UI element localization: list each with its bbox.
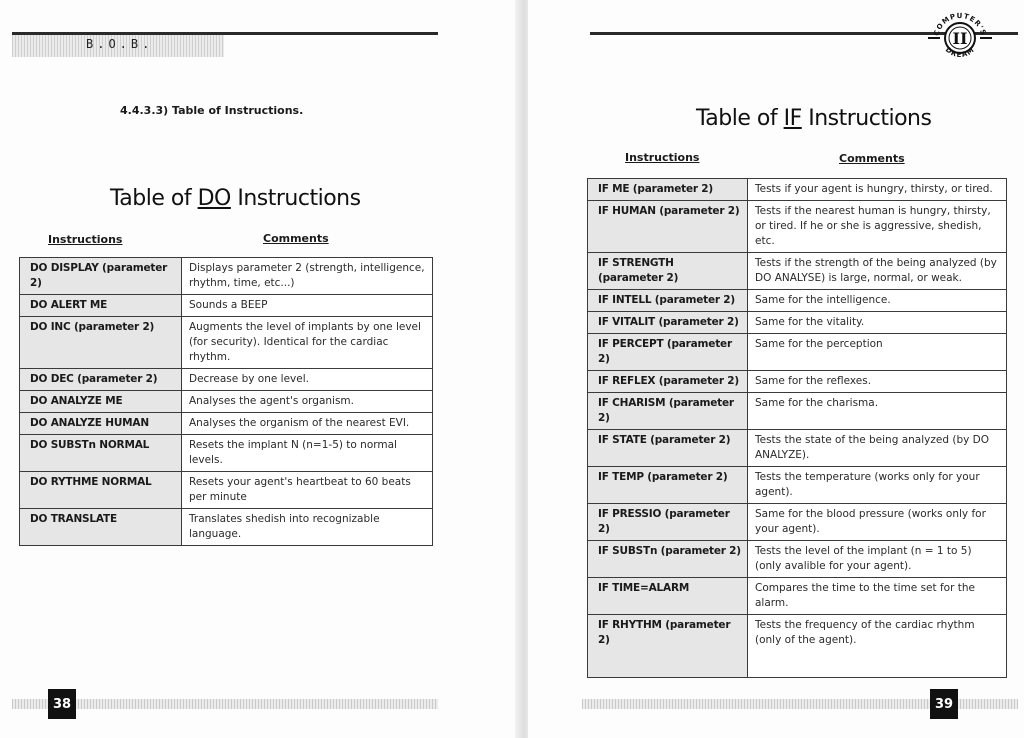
table-row — [588, 179, 1007, 201]
table-row — [20, 317, 433, 369]
table-row — [588, 430, 1007, 467]
table-row — [588, 253, 1007, 290]
instruction-name: IF RHYTHM (parameter 2) — [588, 615, 748, 678]
instruction-name: IF TEMP (parameter 2) — [588, 467, 748, 504]
instruction-name: IF STATE (parameter 2) — [588, 430, 748, 467]
table-row — [20, 258, 433, 295]
instruction-name: IF INTELL (parameter 2) — [588, 290, 748, 312]
do-table-title: Table of DO Instructions — [110, 186, 361, 211]
instruction-name: DO DEC (parameter 2) — [20, 369, 182, 391]
instruction-name: IF ME (parameter 2) — [588, 179, 748, 201]
computers-dream-logo-icon — [928, 6, 992, 70]
instruction-comment: Decrease by one level. — [182, 369, 433, 391]
right-page — [528, 0, 1024, 738]
table-row — [20, 472, 433, 509]
instruction-name: DO DISPLAY (parameter 2) — [20, 258, 182, 295]
instruction-name: IF REFLEX (parameter 2) — [588, 371, 748, 393]
table-row — [20, 413, 433, 435]
instruction-name: DO RYTHME NORMAL — [20, 472, 182, 509]
instruction-comment: Same for the charisma. — [748, 393, 1007, 430]
table-row — [20, 509, 433, 546]
logo-glyph: II — [952, 29, 968, 48]
instruction-comment: Resets your agent's heartbeat to 60 beats per minute — [182, 472, 433, 509]
instruction-name: DO INC (parameter 2) — [20, 317, 182, 369]
instruction-comment: Tests if your agent is hungry, thirsty, or tired. — [748, 179, 1007, 201]
instruction-name: IF TIME=ALARM — [588, 578, 748, 615]
table-row — [588, 467, 1007, 504]
col-comments-header: Comments — [263, 232, 329, 245]
table-row — [588, 201, 1007, 253]
header-title: B.O.B. — [86, 37, 154, 51]
col-instructions-header: Instructions — [48, 233, 123, 246]
table-row — [588, 541, 1007, 578]
instruction-comment: Same for the blood pressure (works only for your agent). — [748, 504, 1007, 541]
table-row — [588, 371, 1007, 393]
instruction-comment: Tests the state of the being analyzed (by DO ANALYZE). — [748, 430, 1007, 467]
table-row — [588, 290, 1007, 312]
instruction-comment: Same for the reflexes. — [748, 371, 1007, 393]
if-table-title: Table of IF Instructions — [696, 106, 932, 131]
instruction-name: IF PRESSIO (parameter 2) — [588, 504, 748, 541]
instruction-name: DO SUBSTn NORMAL — [20, 435, 182, 472]
instruction-name: IF HUMAN (parameter 2) — [588, 201, 748, 253]
instruction-comment: Tests if the strength of the being analyzed (by DO ANALYSE) is large, normal, or weak. — [748, 253, 1007, 290]
do-instructions-table — [19, 257, 433, 546]
instruction-comment: Tests the temperature (works only for your agent). — [748, 467, 1007, 504]
table-row — [588, 504, 1007, 541]
instruction-name: IF VITALIT (parameter 2) — [588, 312, 748, 334]
instruction-comment: Analyses the organism of the nearest EVI. — [182, 413, 433, 435]
instruction-comment: Analyses the agent's organism. — [182, 391, 433, 413]
instruction-comment: Same for the vitality. — [748, 312, 1007, 334]
table-row — [588, 334, 1007, 371]
instruction-name: IF PERCEPT (parameter 2) — [588, 334, 748, 371]
table-row — [588, 615, 1007, 678]
instruction-comment: Augments the level of implants by one level (for security). Identical for the cardiac rhythm. — [182, 317, 433, 369]
table-row — [588, 312, 1007, 334]
instruction-comment: Displays parameter 2 (strength, intelligence, rhythm, time, etc...) — [182, 258, 433, 295]
table-row — [20, 295, 433, 317]
instruction-name: IF CHARISM (parameter 2) — [588, 393, 748, 430]
instruction-comment: Tests if the nearest human is hungry, thirsty, or tired. If he or she is aggressive, shedish, etc. — [748, 201, 1007, 253]
instruction-name: DO ANALYZE ME — [20, 391, 182, 413]
logo-text-top: COMPUTER'S — [932, 11, 988, 37]
instruction-comment: Same for the perception — [748, 334, 1007, 371]
instruction-name: DO ANALYZE HUMAN — [20, 413, 182, 435]
instruction-name: DO TRANSLATE — [20, 509, 182, 546]
page-number: 39 — [930, 689, 958, 719]
instruction-comment: Resets the implant N (n=1-5) to normal levels. — [182, 435, 433, 472]
instruction-name: IF STRENGTH (parameter 2) — [588, 253, 748, 290]
col-comments-header: Comments — [839, 152, 905, 165]
if-keyword: IF — [783, 106, 802, 131]
table-row — [20, 369, 433, 391]
instruction-comment: Tests the level of the implant (n = 1 to 5) (only avalible for your agent). — [748, 541, 1007, 578]
if-instructions-table — [587, 178, 1007, 678]
table-row — [20, 391, 433, 413]
logo-text-bottom: DREAM — [943, 45, 977, 59]
do-keyword: DO — [197, 186, 231, 211]
instruction-comment: Translates shedish into recognizable language. — [182, 509, 433, 546]
instruction-comment: Same for the intelligence. — [748, 290, 1007, 312]
instruction-comment: Tests the frequency of the cardiac rhythm (only of the agent). — [748, 615, 1007, 678]
table-row — [588, 393, 1007, 430]
page-number: 38 — [48, 689, 76, 719]
instruction-comment: Sounds a BEEP — [182, 295, 433, 317]
instruction-comment: Compares the time to the time set for the alarm. — [748, 578, 1007, 615]
instruction-name: IF SUBSTn (parameter 2) — [588, 541, 748, 578]
instruction-name: DO ALERT ME — [20, 295, 182, 317]
table-row — [588, 578, 1007, 615]
col-instructions-header: Instructions — [625, 151, 700, 164]
table-row — [20, 435, 433, 472]
section-heading: 4.4.3.3) Table of Instructions. — [120, 104, 304, 117]
